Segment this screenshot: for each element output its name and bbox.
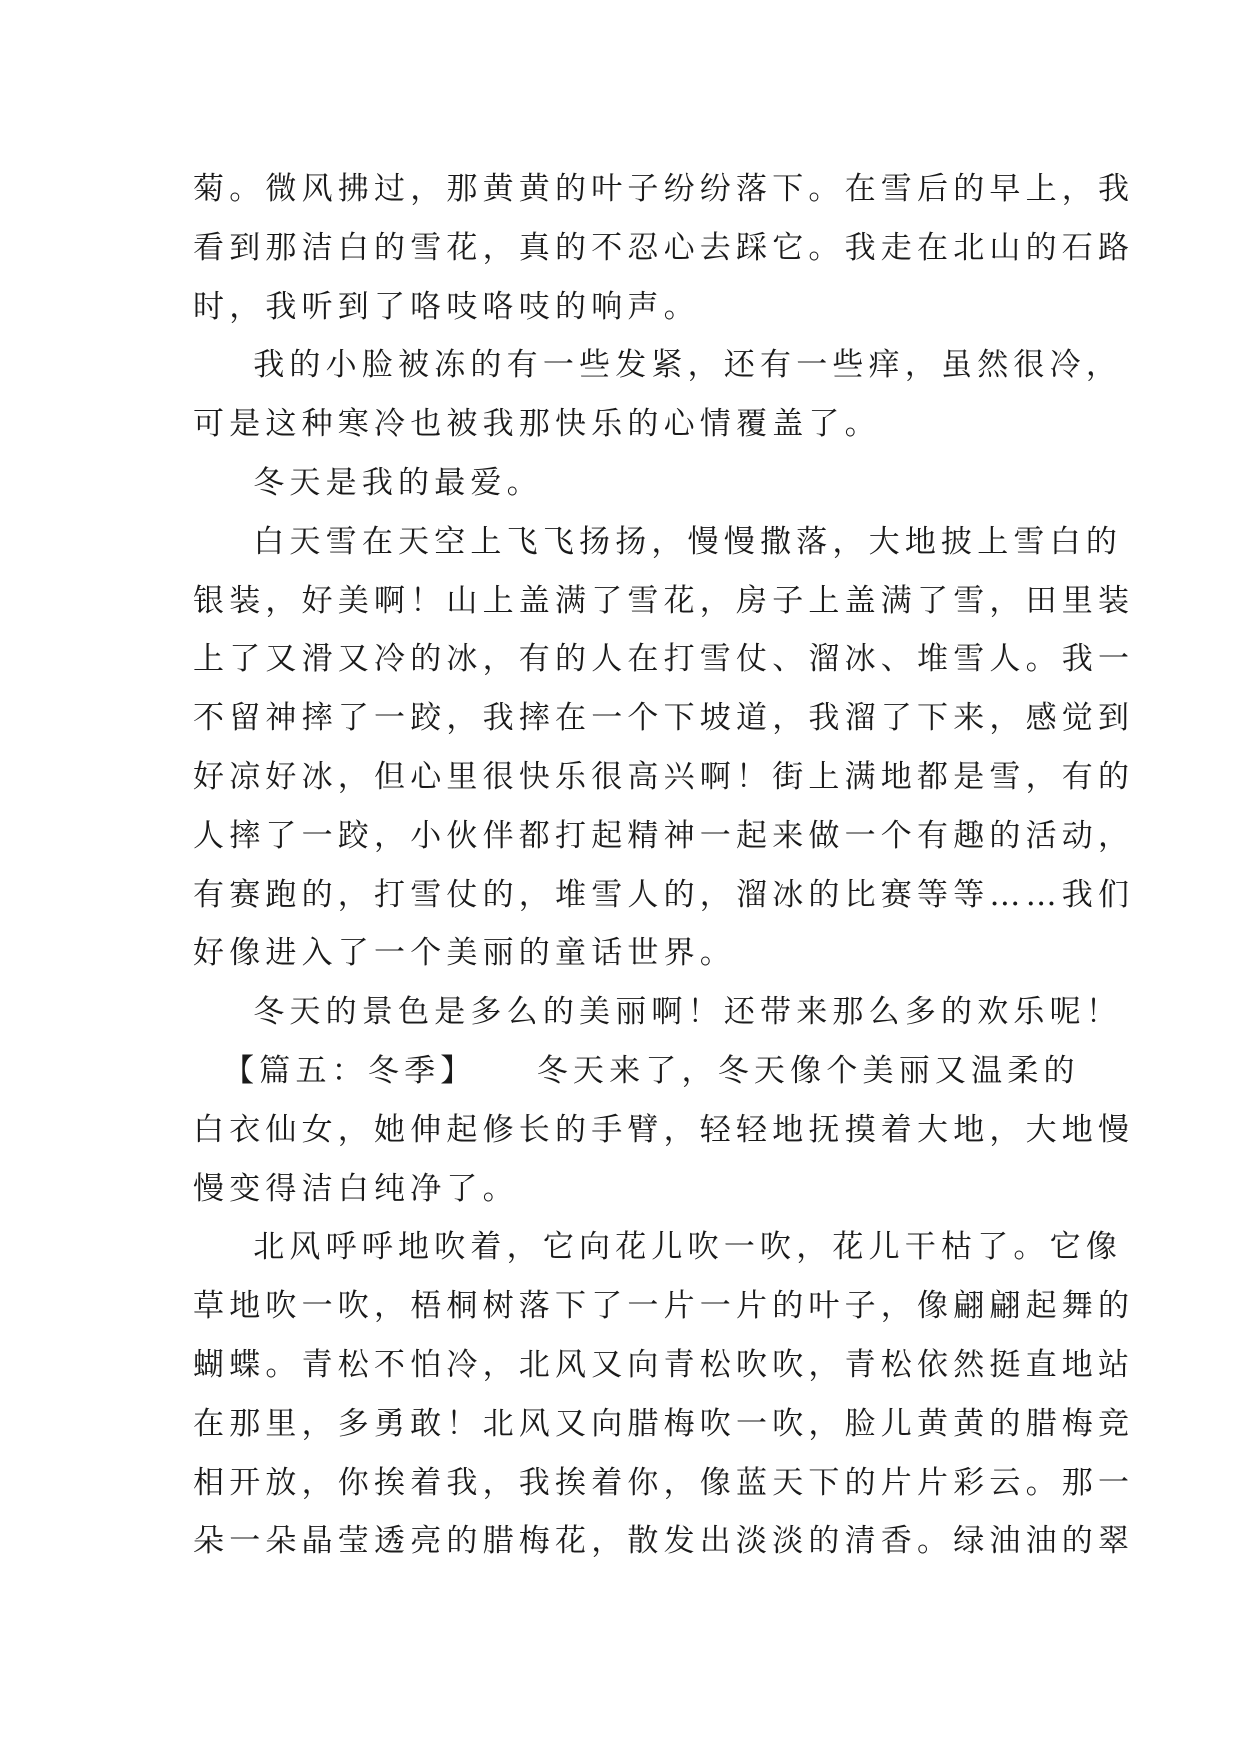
text-line: 不留神摔了一跤，我摔在一个下坡道，我溜了下来，感觉到 xyxy=(193,700,1135,737)
text-line: 北风呼呼地吹着，它向花儿吹一吹，花儿干枯了。它像 xyxy=(193,1229,1123,1266)
text-line: 银装，好美啊！山上盖满了雪花，房子上盖满了雪，田里装 xyxy=(193,582,1135,619)
text-line: 在那里，多勇敢！北风又向腊梅吹一吹，脸儿黄黄的腊梅竞 xyxy=(193,1405,1135,1442)
text-line: 上了又滑又冷的冰，有的人在打雪仗、溜冰、堆雪人。我一 xyxy=(193,641,1135,678)
text-line: 可是这种寒冷也被我那快乐的心情覆盖了。 xyxy=(193,406,881,443)
body-text xyxy=(193,160,1135,1571)
text-line: 白衣仙女，她伸起修长的手臂，轻轻地抚摸着大地，大地慢 xyxy=(193,1111,1135,1148)
text-line: 蝴蝶。青松不怕冷，北风又向青松吹吹，青松依然挺直地站 xyxy=(193,1346,1135,1383)
text-line: 【篇五：冬季】 冬天来了，冬天像个美丽又温柔的 xyxy=(193,1052,1080,1089)
text-line: 人摔了一跤，小伙伴都打起精神一起来做一个有趣的活动， xyxy=(193,817,1135,854)
text-line: 好凉好冰，但心里很快乐很高兴啊！街上满地都是雪，有的 xyxy=(193,758,1135,795)
text-line: 有赛跑的，打雪仗的，堆雪人的，溜冰的比赛等等……我们 xyxy=(193,876,1135,913)
text-line: 我的小脸被冻的有一些发紧，还有一些痒，虽然很冷， xyxy=(193,347,1123,384)
text-line: 白天雪在天空上飞飞扬扬，慢慢撒落，大地披上雪白的 xyxy=(193,523,1123,560)
text-line: 慢变得洁白纯净了。 xyxy=(193,1170,519,1207)
text-line: 好像进入了一个美丽的童话世界。 xyxy=(193,935,736,972)
text-line: 冬天是我的最爱。 xyxy=(193,464,543,501)
text-line: 相开放，你挨着我，我挨着你，像蓝天下的片片彩云。那一 xyxy=(193,1464,1135,1501)
text-line: 冬天的景色是多么的美丽啊！还带来那么多的欢乐呢！ xyxy=(193,994,1123,1031)
text-line: 看到那洁白的雪花，真的不忍心去踩它。我走在北山的石路 xyxy=(193,229,1135,266)
text-line: 草地吹一吹，梧桐树落下了一片一片的叶子，像翩翩起舞的 xyxy=(193,1288,1135,1325)
text-line: 朵一朵晶莹透亮的腊梅花，散发出淡淡的清香。绿油油的翠 xyxy=(193,1523,1135,1560)
text-line: 菊。微风拂过，那黄黄的叶子纷纷落下。在雪后的早上，我 xyxy=(193,171,1135,207)
text-line: 时，我听到了咯吱咯吱的响声。 xyxy=(193,288,700,325)
